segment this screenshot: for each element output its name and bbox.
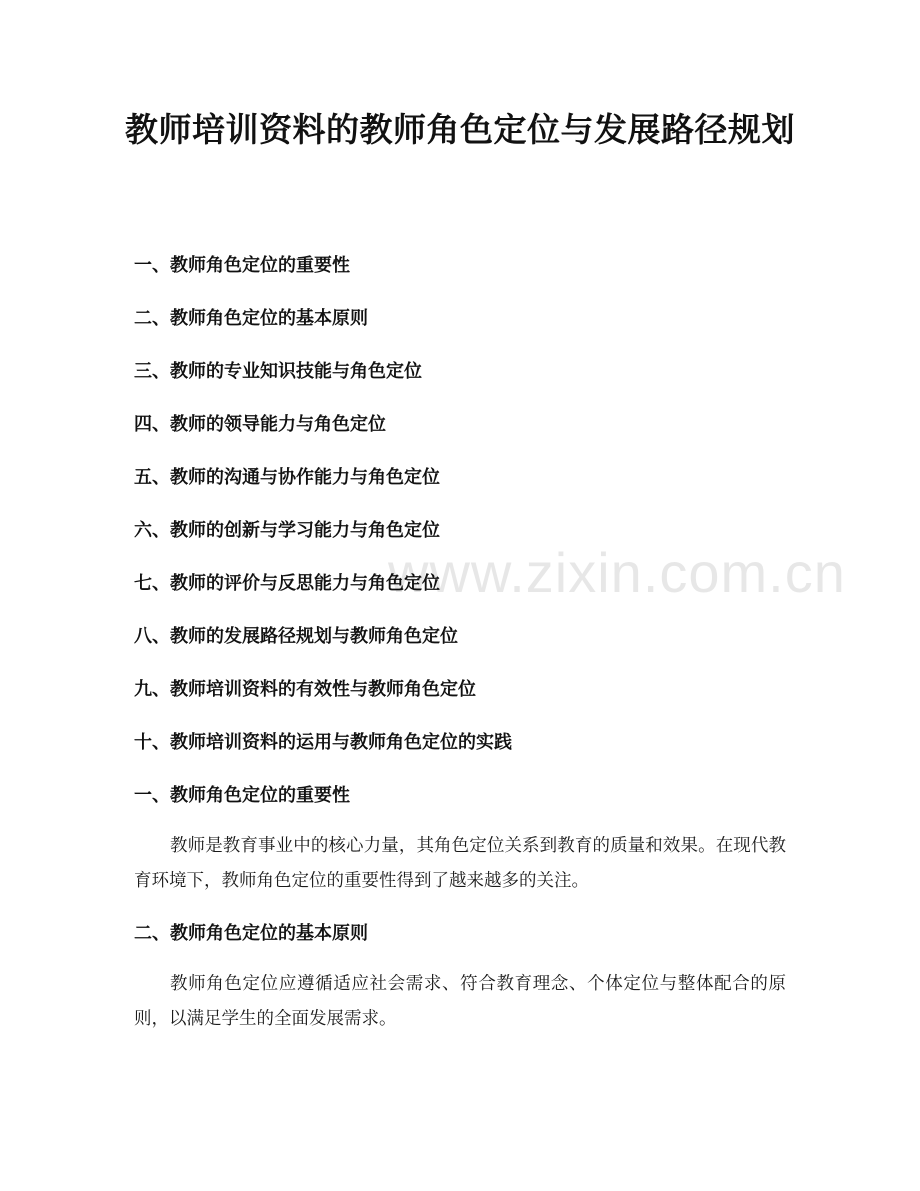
watermark-text: www.zixin.com.cn <box>388 541 846 604</box>
section-heading-1: 一、教师角色定位的重要性 <box>134 785 350 806</box>
toc-item-5: 五、教师的沟通与协作能力与角色定位 <box>134 467 440 488</box>
document-title: 教师培训资料的教师角色定位与发展路径规划 <box>125 110 795 149</box>
toc-item-8: 八、教师的发展路径规划与教师角色定位 <box>134 626 458 647</box>
toc-item-4: 四、教师的领导能力与角色定位 <box>134 414 386 435</box>
section-body-2: 教师角色定位应遵循适应社会需求、符合教育理念、个体定位与整体配合的原则，以满足学生的全面发展需求。 <box>134 974 786 1029</box>
toc-item-1: 一、教师角色定位的重要性 <box>134 255 350 276</box>
toc-item-2: 二、教师角色定位的基本原则 <box>134 308 368 329</box>
toc-item-7: 七、教师的评价与反思能力与角色定位 <box>134 573 440 594</box>
section-body-1: 教师是教育事业中的核心力量，其角色定位关系到教育的质量和效果。在现代教育环境下，教师角色定位的重要性得到了越来越多的关注。 <box>134 836 786 891</box>
toc-item-6: 六、教师的创新与学习能力与角色定位 <box>134 520 440 541</box>
toc-item-3: 三、教师的专业知识技能与角色定位 <box>134 361 422 382</box>
section-heading-2: 二、教师角色定位的基本原则 <box>134 923 368 944</box>
toc-item-9: 九、教师培训资料的有效性与教师角色定位 <box>134 679 476 700</box>
toc-item-10: 十、教师培训资料的运用与教师角色定位的实践 <box>134 732 512 753</box>
